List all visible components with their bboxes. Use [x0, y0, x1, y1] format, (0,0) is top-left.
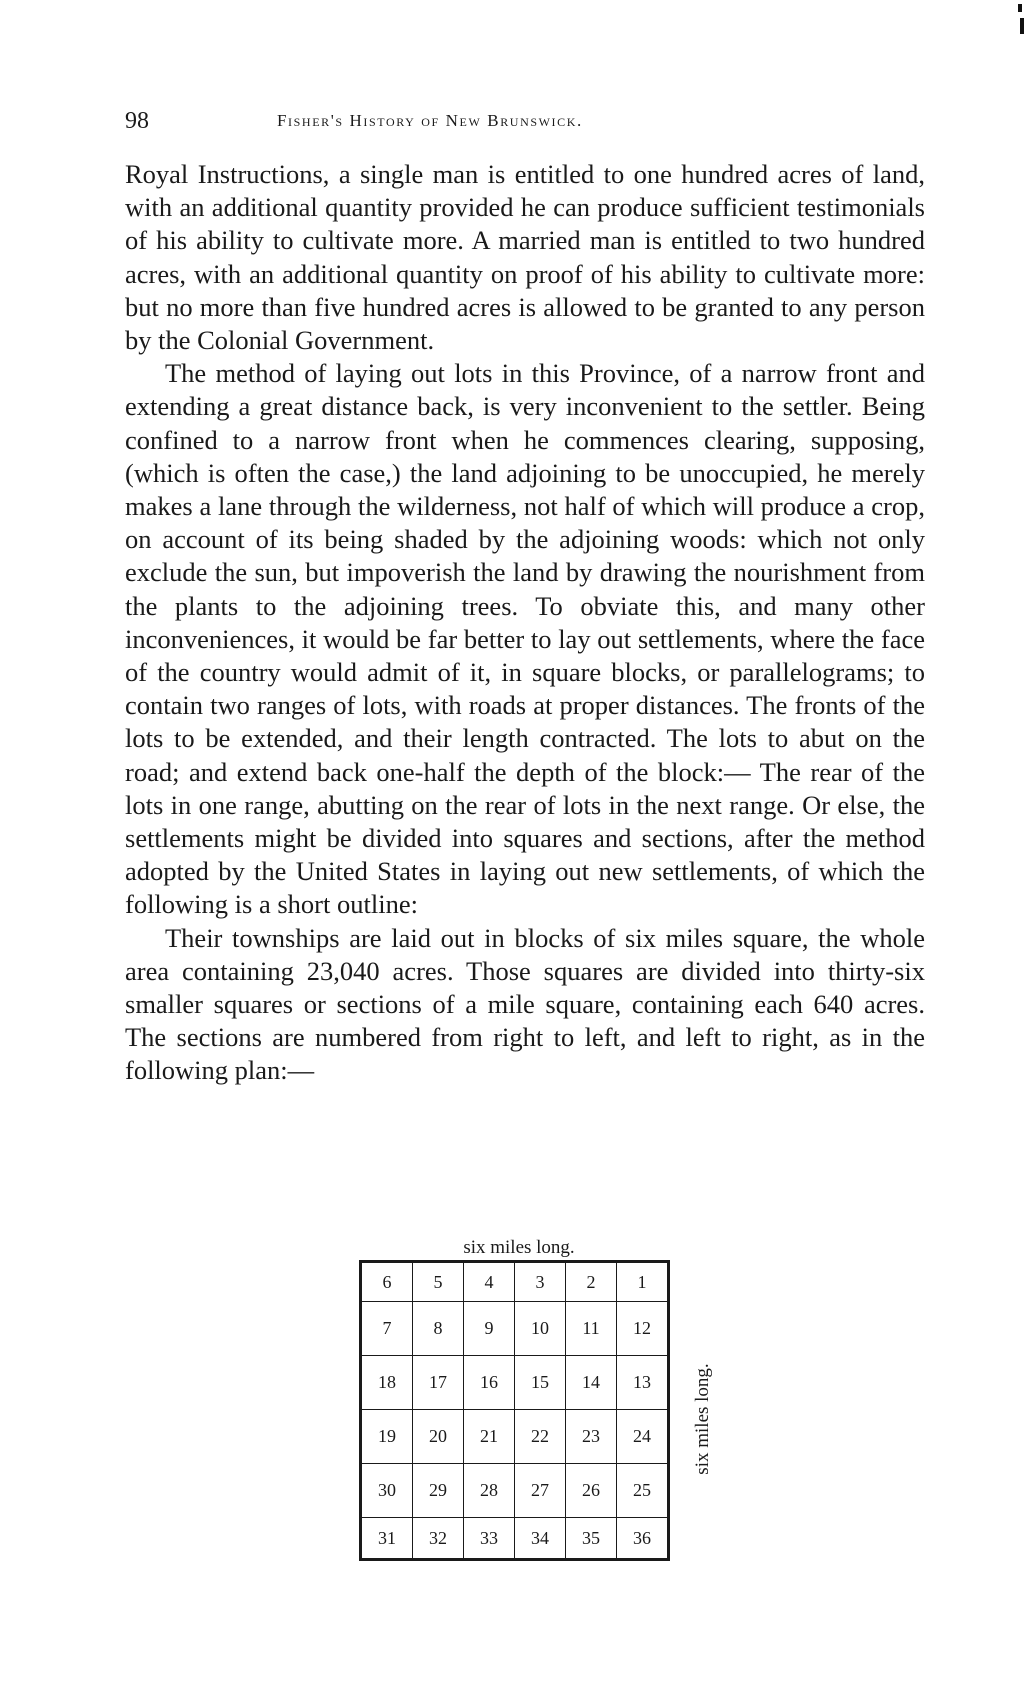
plan-section-cell: 5	[413, 1262, 464, 1302]
plan-section-cell: 20	[413, 1410, 464, 1464]
plan-section-cell: 22	[515, 1410, 566, 1464]
paragraph-3: Their townships are laid out in blocks of six miles square, the whole area containing 23,040 acres. Those squares are divided into thirty-six smaller squares or sections of a mile square, containing each 640 acres. The sections are numbered from right to left, and left to right, as in the following plan:—	[125, 922, 925, 1086]
plan-section-cell: 27	[515, 1464, 566, 1518]
scan-speck	[1020, 18, 1024, 34]
page-header	[125, 108, 925, 140]
plan-section-cell: 2	[566, 1262, 617, 1302]
plan-section-cell: 32	[413, 1518, 464, 1560]
plan-section-cell: 17	[413, 1356, 464, 1410]
plan-section-cell: 1	[617, 1262, 669, 1302]
plan-row	[361, 1356, 669, 1410]
running-head: Fisher's History of New Brunswick.	[277, 111, 583, 130]
plan-section-cell: 26	[566, 1464, 617, 1518]
plan-section-cell: 31	[361, 1518, 413, 1560]
plan-section-cell: 14	[566, 1356, 617, 1410]
plan-section-cell: 35	[566, 1518, 617, 1560]
plan-section-cell: 9	[464, 1302, 515, 1356]
plan-section-cell: 18	[361, 1356, 413, 1410]
plan-section-cell: 25	[617, 1464, 669, 1518]
plan-section-cell: 3	[515, 1262, 566, 1302]
body-text	[125, 158, 925, 1088]
plan-section-cell: 11	[566, 1302, 617, 1356]
plan-section-cell: 24	[617, 1410, 669, 1464]
plan-row	[361, 1262, 669, 1302]
plan-section-cell: 10	[515, 1302, 566, 1356]
plan-row	[361, 1518, 669, 1560]
plan-top-label: six miles long.	[463, 1237, 575, 1258]
plan-section-cell: 6	[361, 1262, 413, 1302]
plan-section-cell: 15	[515, 1356, 566, 1410]
plan-section-cell: 34	[515, 1518, 566, 1560]
page-number: 98	[125, 108, 149, 134]
plan-section-cell: 8	[413, 1302, 464, 1356]
plan-section-cell: 12	[617, 1302, 669, 1356]
plan-section-cell: 7	[361, 1302, 413, 1356]
paragraph-2: The method of laying out lots in this Province, of a narrow front and extending a great distance back, is very inconvenient to the settler. Being confined to a narrow front when he commences clearing, supposing, (which is often the case,) the land adjoining to be unoccupied, he merely makes a lane through the wilderness, not half of which will produce a crop, on account of its being shaded by the adjoining woods: which not only exclude the sun, but impoverish the land by drawing the nourishment from the plants to the adjoining trees. To obviate this, and many other inconveniences, it would be far better to lay out settlements, where the face of the country would admit of it, in square blocks, or parallelograms; to contain two ranges of lots, with roads at proper distances. The fronts of the lots to be extended, and their length contracted. The lots to abut on the road; and extend back one-half the depth of the block:— The rear of the lots in one range, abutting on the rear of lots in the next range. Or else, the settlements might be divided into squares and sections, after the method adopted by the United States in laying out new settlements, of which the following is a short outline:	[125, 358, 925, 920]
plan-side-label: six miles long.	[692, 1363, 713, 1475]
plan-section-cell: 21	[464, 1410, 515, 1464]
plan-section-cell: 16	[464, 1356, 515, 1410]
plan-row	[361, 1302, 669, 1356]
plan-section-cell: 19	[361, 1410, 413, 1464]
township-plan-grid	[359, 1260, 670, 1561]
plan-row	[361, 1464, 669, 1518]
plan-section-cell: 4	[464, 1262, 515, 1302]
plan-section-cell: 30	[361, 1464, 413, 1518]
plan-section-cell: 36	[617, 1518, 669, 1560]
plan-section-cell: 28	[464, 1464, 515, 1518]
paragraph-1: Royal Instructions, a single man is entitled to one hundred acres of land, with an additional quantity provided he can produce sufficient testimonials of his ability to cultivate more. A married man is entitled to two hundred acres, with an additional quantity on proof of his ability to cultivate more: but no more than five hundred acres is allowed to be granted to any person by the Colonial Government.	[125, 159, 925, 356]
scan-speck	[1018, 4, 1022, 12]
plan-row	[361, 1410, 669, 1464]
plan-section-cell: 29	[413, 1464, 464, 1518]
plan-section-cell: 33	[464, 1518, 515, 1560]
plan-section-cell: 13	[617, 1356, 669, 1410]
plan-section-cell: 23	[566, 1410, 617, 1464]
